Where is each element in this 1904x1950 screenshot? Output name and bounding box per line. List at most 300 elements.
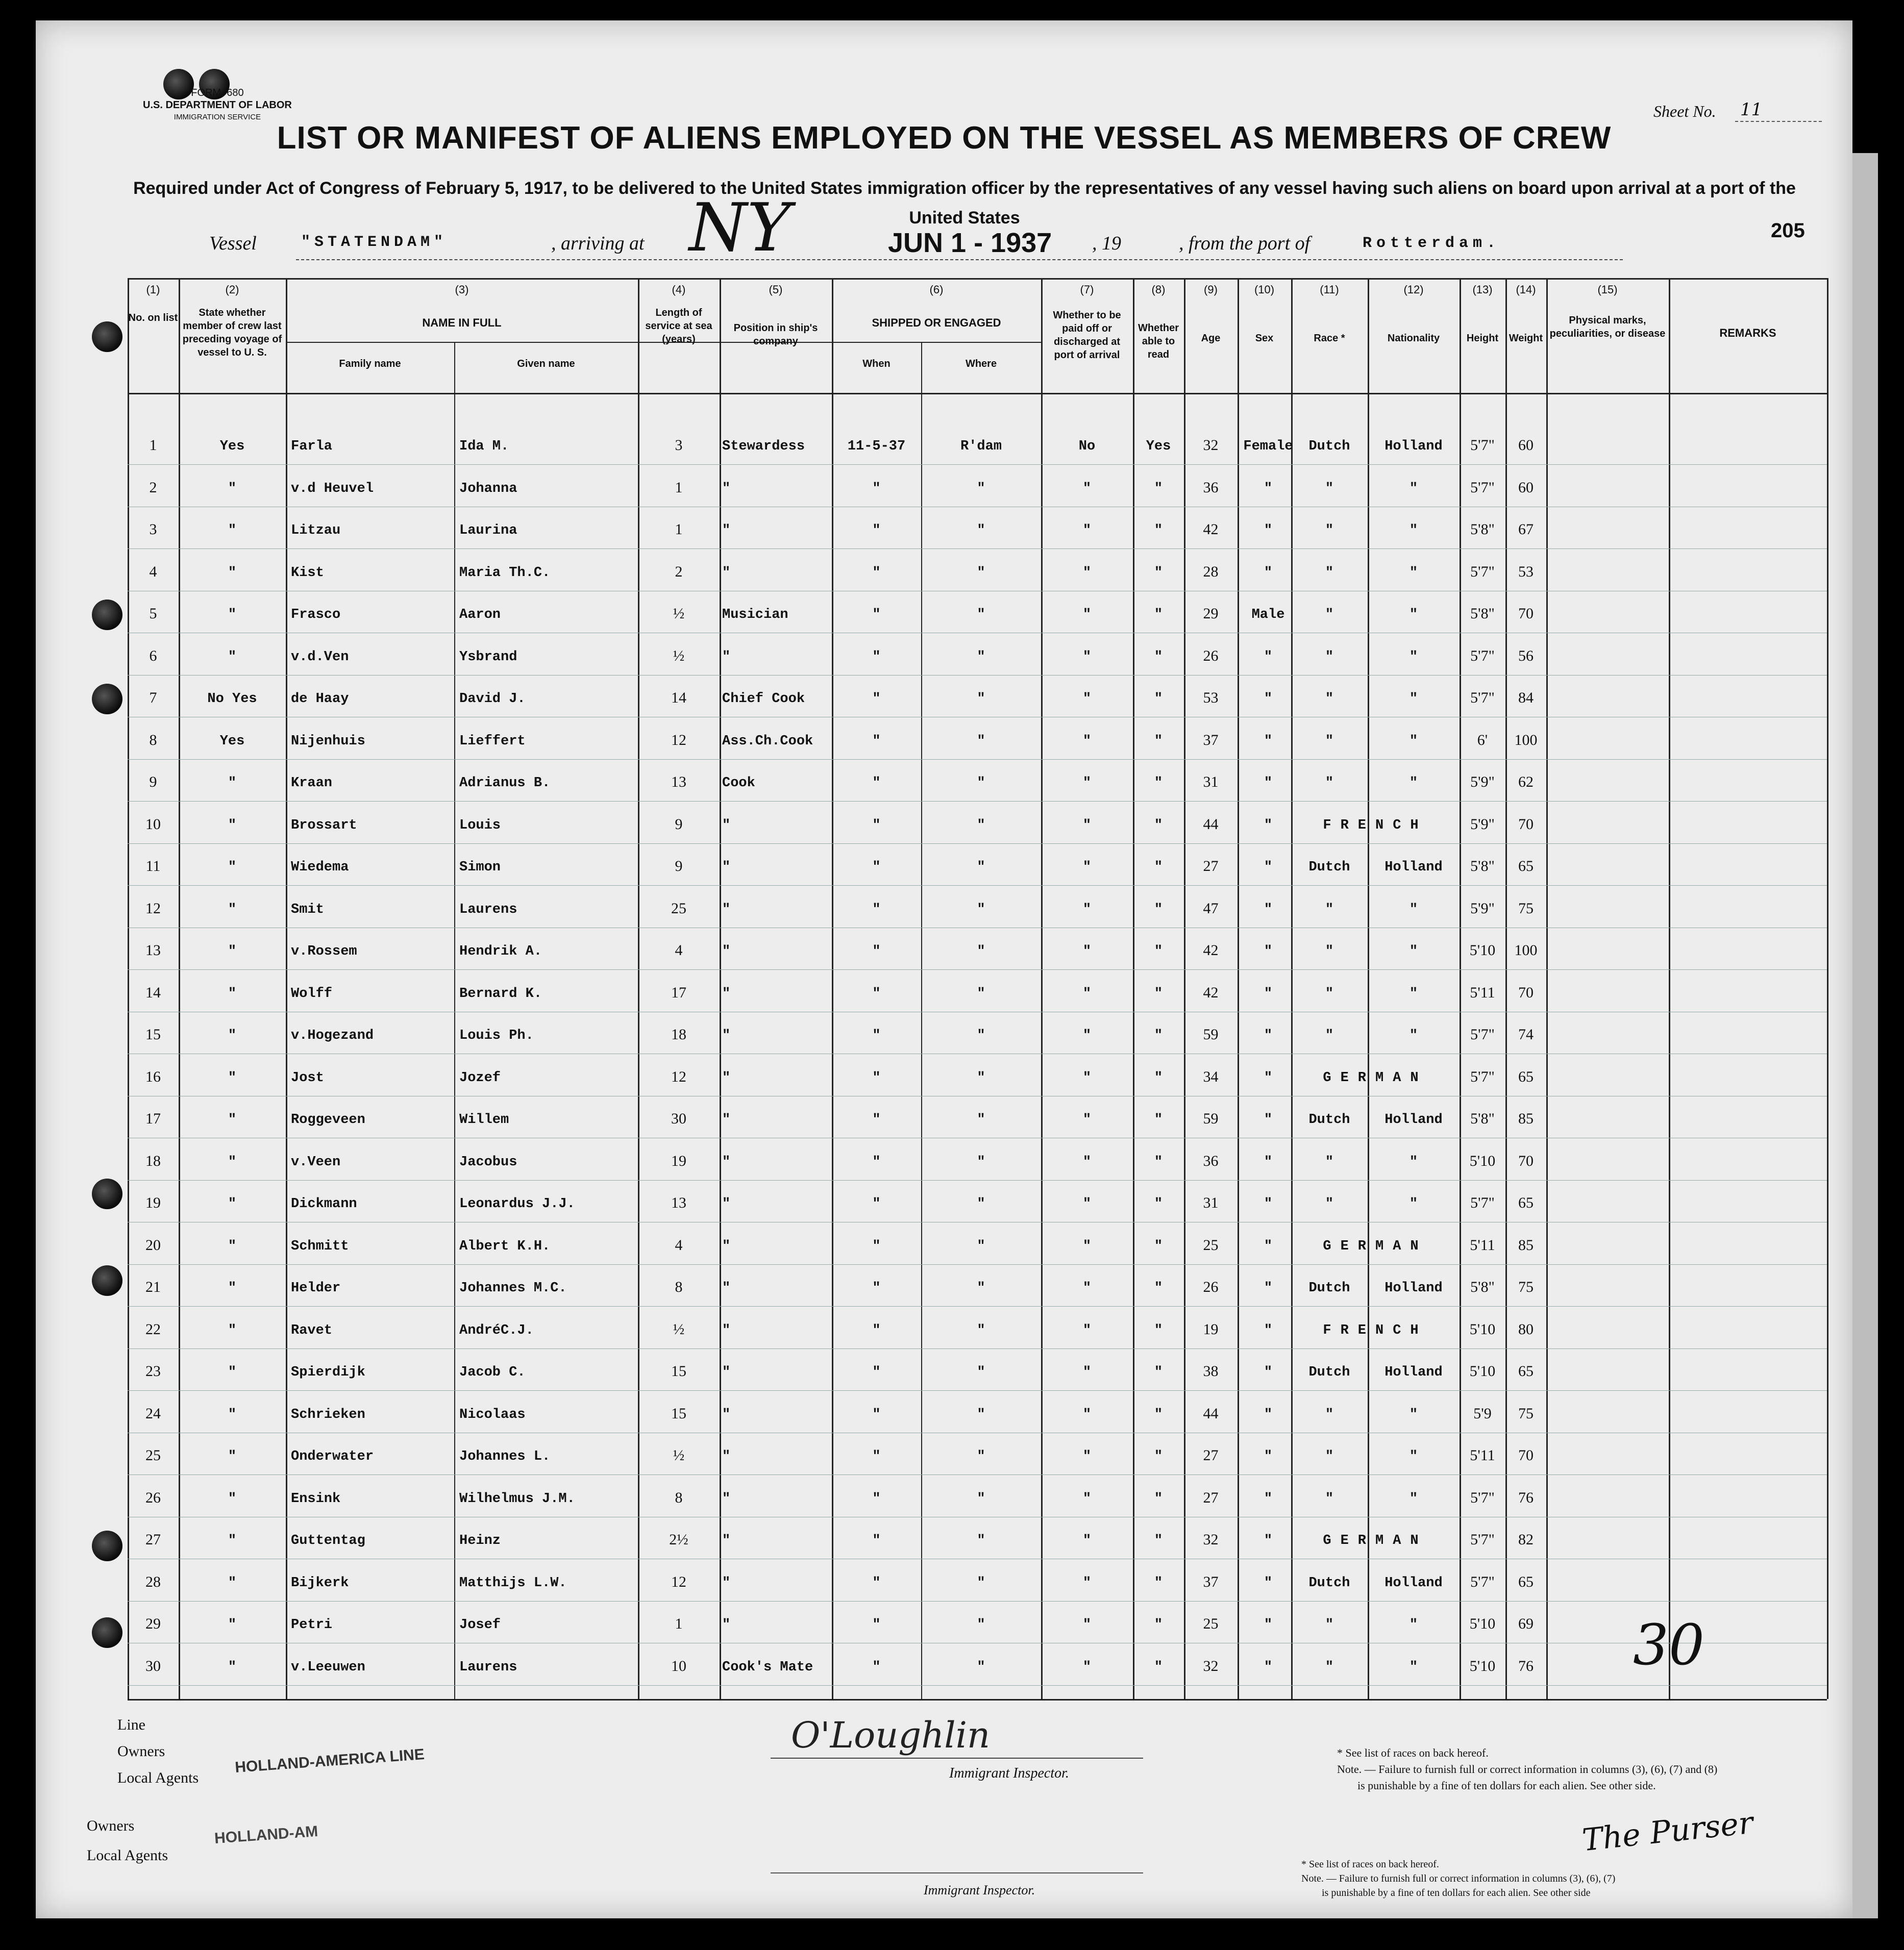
sheet-number: 11 [1740, 99, 1763, 120]
cell-nationality: Holland [1384, 1575, 1443, 1591]
cell-when: " [872, 649, 881, 665]
cell-height: 5'7" [1470, 1026, 1495, 1043]
cell-read: Yes [1146, 439, 1171, 454]
cell-race: GERMAN [1323, 1533, 1428, 1548]
cell-weight: 65 [1518, 1068, 1534, 1085]
cell-position: " [722, 1533, 731, 1548]
cell-paid: " [1082, 1070, 1092, 1086]
cell-prev: " [228, 1112, 237, 1128]
col-header-service: Length of service at sea (years) [645, 307, 712, 345]
cell-service: ½ [673, 605, 685, 622]
cell-sex: " [1264, 1617, 1273, 1633]
cell-prev: " [228, 649, 237, 665]
cell-no: 23 [145, 1363, 161, 1380]
row-rule [128, 675, 1827, 676]
cell-where: " [977, 776, 985, 791]
cell-service: 4 [675, 942, 683, 959]
row-rule [128, 969, 1827, 970]
cell-family: Roggeveen [291, 1112, 365, 1128]
row-rule [128, 1306, 1827, 1307]
cell-race: " [1325, 565, 1334, 581]
cell-no: 12 [145, 899, 161, 917]
cell-paid: " [1082, 944, 1092, 959]
cell-where: " [977, 1028, 985, 1043]
cell-height: 5'10 [1469, 1615, 1496, 1632]
cell-sex: " [1264, 1491, 1273, 1507]
cell-when: " [872, 1238, 881, 1254]
col-header-prev-voyage: State whether member of crew last preceding voyage of vessel to U. S. [182, 307, 282, 358]
cell-position: " [722, 1281, 731, 1296]
cell-read: " [1154, 986, 1163, 1002]
col-header-read: Whether able to read [1138, 322, 1179, 360]
cell-where: " [977, 1617, 985, 1633]
cell-height: 5'7" [1470, 1068, 1495, 1085]
cell-no: 9 [149, 773, 157, 790]
cell-when: " [872, 1533, 881, 1548]
cell-when: " [872, 776, 881, 791]
cell-age: 32 [1203, 1531, 1219, 1548]
cell-age: 32 [1203, 437, 1219, 454]
cell-given: Johannes L. [459, 1449, 551, 1464]
cell-weight: 82 [1518, 1531, 1534, 1548]
row-rule [128, 1601, 1827, 1602]
cell-where: " [977, 481, 985, 496]
cell-service: 12 [671, 1068, 686, 1085]
cell-service: 10 [671, 1657, 686, 1674]
cell-prev: " [228, 1070, 237, 1086]
cell-height: 5'9" [1470, 815, 1495, 833]
cell-where: " [977, 1154, 985, 1170]
signature-line [771, 1758, 1143, 1759]
cell-where: " [977, 649, 985, 665]
col-num: (10) [1254, 283, 1275, 296]
cell-weight: 100 [1514, 942, 1538, 959]
cell-position: " [722, 1154, 731, 1170]
cell-read: " [1154, 1533, 1163, 1548]
cell-read: " [1154, 902, 1163, 917]
cell-age: 25 [1203, 1615, 1219, 1632]
footer-notes-2 [1301, 1857, 1615, 1900]
cell-nationality: Holland [1384, 439, 1443, 454]
cell-no: 2 [149, 479, 157, 496]
line-label: Line [117, 1716, 145, 1733]
cell-no: 10 [145, 815, 161, 833]
col-num: (7) [1080, 283, 1094, 296]
cell-family: v.Hogezand [291, 1028, 374, 1043]
cell-when: " [872, 691, 881, 707]
col-line [286, 278, 287, 1699]
shipped-subheader-line [832, 342, 1041, 343]
service-name: IMMIGRATION SERVICE [174, 113, 261, 121]
cell-race: Dutch [1308, 1281, 1350, 1296]
cell-when: " [872, 1659, 881, 1675]
arrival-date-stamp: JUN 1 - 1937 [888, 228, 1052, 258]
cell-nationality: Holland [1384, 1112, 1443, 1128]
cell-when: " [872, 1575, 881, 1591]
row-rule [128, 548, 1827, 549]
cell-given: Willem [459, 1112, 509, 1128]
col-header-physical-marks: Physical marks, peculiarities, or disease [1549, 315, 1666, 339]
cell-no: 20 [145, 1236, 161, 1254]
cell-prev: " [228, 1365, 237, 1380]
cell-paid: " [1082, 691, 1092, 707]
cell-when: " [872, 986, 881, 1002]
cell-when: " [872, 481, 881, 496]
cell-service: 8 [675, 1279, 683, 1295]
cell-height: 5'7" [1470, 563, 1495, 580]
cell-age: 37 [1203, 731, 1219, 748]
cell-no: 19 [145, 1194, 161, 1211]
cell-where: " [977, 1112, 985, 1128]
document-title: LIST OR MANIFEST OF ALIENS EMPLOYED ON THE VESSEL AS MEMBERS OF CREW [277, 120, 1612, 156]
row-rule [128, 801, 1827, 802]
cell-race: " [1325, 902, 1334, 917]
agent-stamp-2: HOLLAND-AM [214, 1822, 319, 1847]
cell-given: Louis [459, 817, 501, 833]
cell-race: " [1325, 1659, 1334, 1675]
cell-prev: " [228, 607, 237, 622]
cell-given: Albert K.H. [459, 1238, 551, 1254]
cell-read: " [1154, 1659, 1163, 1675]
cell-prev: " [228, 1533, 237, 1548]
cell-weight: 70 [1518, 1152, 1534, 1169]
cell-age: 44 [1203, 815, 1219, 833]
cell-where: " [977, 817, 985, 833]
cell-family: Kist [291, 565, 324, 581]
cell-position: Musician [722, 607, 788, 622]
cell-race: " [1325, 1154, 1334, 1170]
cell-family: v.d Heuvel [291, 481, 374, 496]
cell-height: 5'8" [1470, 1110, 1495, 1127]
table-top-border [128, 278, 1827, 280]
cell-age: 38 [1203, 1363, 1219, 1380]
cell-race: Dutch [1308, 439, 1350, 454]
cell-sex: " [1264, 1449, 1273, 1464]
cell-no: 30 [145, 1657, 161, 1674]
owners-label: Owners [117, 1743, 165, 1760]
cell-race: FRENCH [1323, 1322, 1428, 1338]
cell-when: " [872, 565, 881, 581]
cell-race: " [1325, 1196, 1334, 1212]
cell-given: Heinz [459, 1533, 501, 1548]
cell-no: 26 [145, 1489, 161, 1506]
cell-sex: " [1264, 1407, 1273, 1422]
cell-where: " [977, 1449, 985, 1464]
cell-position: Chief Cook [722, 691, 805, 707]
col-num: (11) [1320, 283, 1339, 296]
cell-height: 5'7" [1470, 1489, 1495, 1506]
footer-labels-2 [87, 1811, 168, 1870]
cell-when: " [872, 607, 881, 622]
cell-prev: " [228, 902, 237, 917]
cell-paid: " [1082, 649, 1092, 665]
cell-when: 11-5-37 [847, 439, 906, 454]
cell-weight: 60 [1518, 479, 1534, 496]
cell-sex: " [1264, 733, 1273, 749]
cell-where: " [977, 1659, 985, 1675]
cell-where: " [977, 1407, 985, 1422]
cell-sex: " [1264, 691, 1273, 707]
cell-position: " [722, 860, 731, 875]
cell-nationality: " [1409, 481, 1418, 496]
col-num: (5) [769, 283, 783, 296]
cell-position: Stewardess [722, 439, 805, 454]
cell-height: 5'10 [1469, 942, 1496, 959]
cell-nationality: " [1409, 1407, 1418, 1422]
cell-read: " [1154, 565, 1163, 581]
cell-read: " [1154, 1154, 1163, 1170]
cell-read: " [1154, 691, 1163, 707]
purser-signature: The Purser [1580, 1805, 1755, 1859]
cell-height: 5'10 [1469, 1320, 1496, 1338]
col-header-weight: Weight [1509, 333, 1543, 344]
cell-position: Cook [722, 776, 755, 791]
cell-given: Lieffert [459, 733, 526, 749]
cell-paid: " [1082, 1196, 1092, 1212]
col-num: (3) [455, 283, 469, 296]
cell-nationality: Holland [1384, 860, 1443, 875]
cell-when: " [872, 1491, 881, 1507]
cell-paid: " [1082, 1322, 1092, 1338]
cell-where: " [977, 986, 985, 1002]
cell-no: 28 [145, 1573, 161, 1590]
cell-position: " [722, 944, 731, 959]
cell-height: 5'7" [1470, 1194, 1495, 1211]
from-port-label: , from the port of [1179, 233, 1310, 254]
cell-given: Jacobus [459, 1154, 517, 1170]
cell-height: 5'9 [1473, 1405, 1492, 1422]
cell-no: 18 [145, 1152, 161, 1169]
cell-position: " [722, 1491, 731, 1507]
cell-weight: 65 [1518, 1573, 1534, 1590]
cell-given: Matthijs L.W. [459, 1575, 567, 1591]
cell-prev: " [228, 1617, 237, 1633]
punch-hole [92, 1531, 122, 1561]
cell-race: " [1325, 1617, 1334, 1633]
cell-service: 2½ [669, 1531, 688, 1548]
cell-age: 42 [1203, 521, 1219, 538]
cell-race: " [1325, 1407, 1334, 1422]
cell-where: " [977, 1238, 985, 1254]
fine-note-2: is punishable by a fine of ten dollars for each alien. See other side. [1357, 1779, 1656, 1792]
cell-read: " [1154, 649, 1163, 665]
cell-weight: 76 [1518, 1489, 1534, 1506]
cell-sex: " [1264, 1070, 1273, 1086]
cell-nationality: " [1409, 1491, 1418, 1507]
total-count-handwritten: 30 [1633, 1612, 1704, 1678]
cell-position: " [722, 1322, 731, 1338]
cell-weight: 85 [1518, 1110, 1534, 1127]
cell-family: Frasco [291, 607, 341, 622]
departure-port: Rotterdam. [1363, 235, 1501, 252]
cell-when: " [872, 1028, 881, 1043]
local-agents-label-2: Local Agents [87, 1847, 168, 1864]
row-rule [128, 1390, 1827, 1391]
footer-labels [117, 1712, 199, 1791]
table-bottom-border [128, 1699, 1827, 1701]
row-rule [128, 1474, 1827, 1475]
cell-read: " [1154, 1365, 1163, 1380]
cell-age: 36 [1203, 479, 1219, 496]
col-line [1669, 278, 1670, 1699]
cell-service: 18 [671, 1026, 686, 1043]
cell-no: 15 [145, 1026, 161, 1043]
cell-where: " [977, 1533, 985, 1548]
cell-family: Petri [291, 1617, 333, 1633]
cell-no: 14 [145, 984, 161, 1001]
punch-hole [92, 1265, 122, 1296]
cell-family: Wolff [291, 986, 333, 1002]
races-note-2: * See list of races on back hereof. [1301, 1859, 1439, 1870]
cell-given: Jacob C. [459, 1365, 526, 1380]
department-name: U.S. DEPARTMENT OF LABOR [143, 99, 292, 111]
cell-when: " [872, 1070, 881, 1086]
cell-service: 13 [671, 1194, 686, 1211]
cell-family: de Haay [291, 691, 349, 707]
cell-age: 28 [1203, 563, 1219, 580]
cell-read: " [1154, 523, 1163, 538]
cell-position: Ass.Ch.Cook [722, 733, 813, 749]
cell-given: Johannes M.C. [459, 1281, 567, 1296]
col-num: (9) [1204, 283, 1218, 296]
cell-prev: " [228, 944, 237, 959]
cell-race: " [1325, 986, 1334, 1002]
cell-height: 5'9" [1470, 899, 1495, 917]
cell-weight: 70 [1518, 984, 1534, 1001]
cell-age: 26 [1203, 1279, 1219, 1295]
cell-family: Smit [291, 902, 324, 917]
cell-sex: " [1264, 481, 1273, 496]
cell-prev: " [228, 817, 237, 833]
cell-position: " [722, 1575, 731, 1591]
col-line [1546, 278, 1548, 1699]
cell-sex: " [1264, 817, 1273, 833]
cell-age: 44 [1203, 1405, 1219, 1422]
cell-where: " [977, 607, 985, 622]
cell-paid: " [1082, 1491, 1092, 1507]
inspector-signature: O'Loughlin [791, 1714, 991, 1756]
cell-race: Dutch [1308, 1575, 1350, 1591]
cell-where: " [977, 860, 985, 875]
cell-weight: 70 [1518, 1447, 1534, 1464]
cell-sex: " [1264, 1281, 1273, 1296]
cell-sex: " [1264, 860, 1273, 875]
cell-position: " [722, 902, 731, 917]
cell-paid: " [1082, 1028, 1092, 1043]
cell-when: " [872, 944, 881, 959]
local-agents-label: Local Agents [117, 1769, 199, 1786]
inspector-label: Immigrant Inspector. [949, 1765, 1069, 1781]
cell-height: 5'10 [1469, 1363, 1496, 1380]
cell-family: Dickmann [291, 1196, 357, 1212]
cell-family: Schmitt [291, 1238, 349, 1254]
col-num: (14) [1516, 283, 1536, 296]
col-header-no: No. on list [128, 312, 178, 323]
col-header-given-name: Given name [517, 358, 575, 369]
col-num: (15) [1597, 283, 1618, 296]
col-line [454, 342, 455, 1699]
cell-family: Jost [291, 1070, 324, 1086]
cell-given: Aaron [459, 607, 501, 622]
cell-service: 15 [671, 1363, 686, 1380]
cell-given: Maria Th.C. [459, 565, 551, 581]
punch-hole [92, 1179, 122, 1209]
cell-read: " [1154, 1617, 1163, 1633]
row-rule [128, 464, 1827, 465]
cell-when: " [872, 817, 881, 833]
cell-sex: Male [1251, 607, 1285, 622]
cell-age: 42 [1203, 942, 1219, 959]
col-header-name: NAME IN FULL [422, 316, 502, 329]
cell-paid: " [1082, 1407, 1092, 1422]
cell-family: Bijkerk [291, 1575, 349, 1591]
row-rule [128, 843, 1827, 844]
cell-race: " [1325, 649, 1334, 665]
col-num: (8) [1151, 283, 1166, 296]
cell-sex: " [1264, 1238, 1273, 1254]
cell-weight: 53 [1518, 563, 1534, 580]
col-num: (2) [225, 283, 239, 296]
year-label: , 19 [1092, 233, 1121, 254]
arrival-port-handwritten: NY [689, 189, 791, 266]
cell-prev: No Yes [207, 691, 257, 707]
cell-age: 42 [1203, 984, 1219, 1001]
col-line [1827, 278, 1828, 1699]
cell-race: " [1325, 733, 1334, 749]
cell-paid: " [1082, 817, 1092, 833]
cell-nationality: " [1409, 1196, 1418, 1212]
cell-given: Adrianus B. [459, 776, 551, 791]
cell-family: Schrieken [291, 1407, 365, 1422]
cell-where: R'dam [960, 439, 1002, 454]
cell-service: 3 [675, 437, 683, 454]
form-header [143, 87, 292, 123]
cell-paid: " [1082, 481, 1092, 496]
cell-no: 6 [149, 647, 157, 664]
cell-service: 1 [675, 479, 683, 496]
cell-no: 24 [145, 1405, 161, 1422]
cell-service: 1 [675, 521, 683, 538]
cell-where: " [977, 902, 985, 917]
cell-height: 5'10 [1469, 1152, 1496, 1169]
cell-height: 5'10 [1469, 1657, 1496, 1674]
cell-given: Johanna [459, 481, 517, 496]
cell-read: " [1154, 1449, 1163, 1464]
cell-where: " [977, 1322, 985, 1338]
cell-weight: 75 [1518, 1279, 1534, 1295]
cell-race: " [1325, 1449, 1334, 1464]
col-header-height: Height [1466, 333, 1499, 344]
cell-weight: 56 [1518, 647, 1534, 664]
cell-height: 5'9" [1470, 773, 1495, 790]
cell-position: " [722, 565, 731, 581]
cell-read: " [1154, 944, 1163, 959]
cell-where: " [977, 1365, 985, 1380]
cell-no: 29 [145, 1615, 161, 1632]
cell-where: " [977, 944, 985, 959]
cell-position: " [722, 1407, 731, 1422]
cell-prev: " [228, 1575, 237, 1591]
cell-paid: " [1082, 1238, 1092, 1254]
cell-family: Ensink [291, 1491, 341, 1507]
col-header-shipped: SHIPPED OR ENGAGED [872, 316, 1001, 329]
cell-no: 4 [149, 563, 157, 580]
cell-service: 4 [675, 1236, 683, 1254]
cell-given: Bernard K. [459, 986, 542, 1002]
cell-service: 12 [671, 731, 686, 748]
cell-when: " [872, 1112, 881, 1128]
cell-paid: " [1082, 1365, 1092, 1380]
